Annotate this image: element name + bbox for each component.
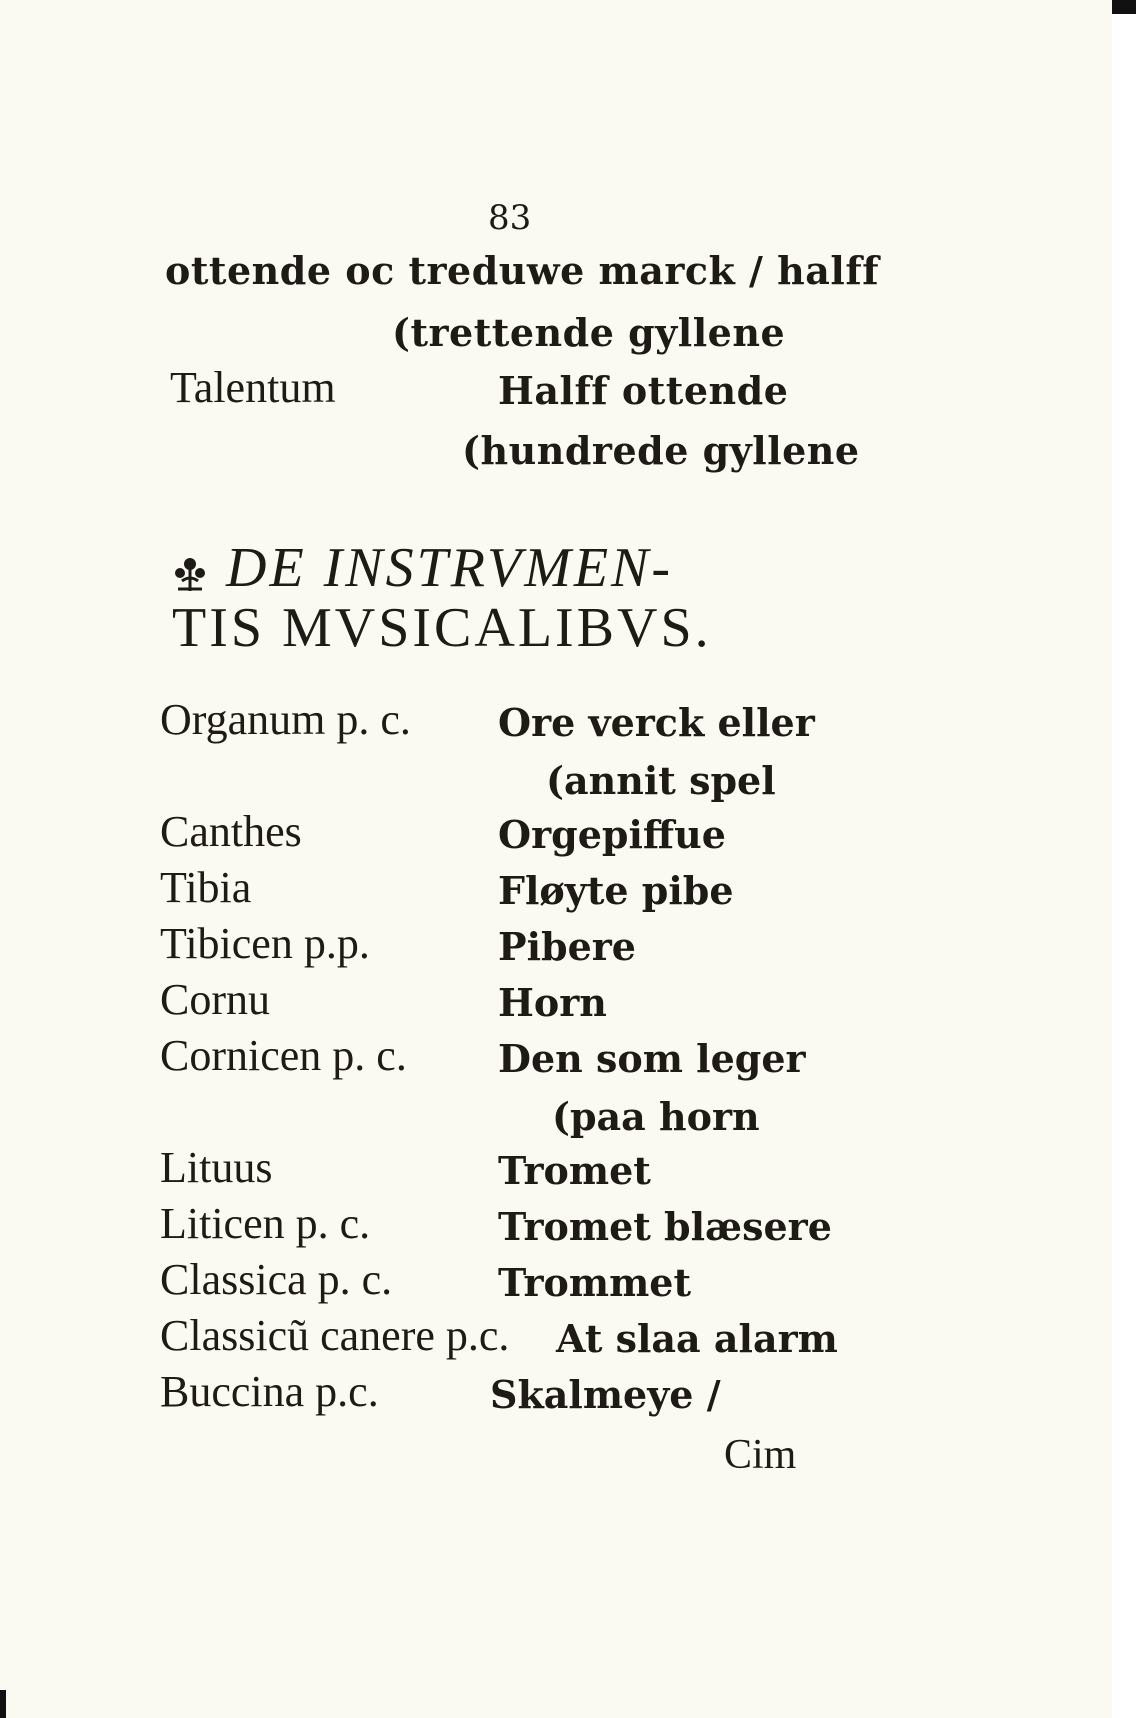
heading-text-1: DE INSTRVMEN- [226,537,674,599]
section-heading-line-2: TIS MVSICALIBVS. [172,597,712,659]
entry-danish-organum: Ore verck eller [498,700,815,745]
intro-line-1: ottende oc treduwe marck / halff [165,248,880,293]
entry-cont-organum: (annit spel [546,758,776,803]
entry-latin-lituus: Lituus [160,1143,273,1192]
scan-corner-mark [1112,0,1136,14]
scan-edge-mark [0,1690,6,1718]
entry-latin-tibicen: Tibicen p.p. [160,919,370,968]
catchword: Cim [724,1432,797,1478]
entry-cont-cornicen: (paa horn [552,1094,760,1139]
entry-danish-tibicen: Pibere [498,924,636,969]
entry-latin-buccina: Buccina p.c. [160,1367,379,1416]
section-heading-line-1 [168,537,674,599]
talentum-latin: Talentum [170,363,336,412]
talentum-danish: Halff ottende [498,368,789,413]
entry-danish-cornu: Horn [498,980,607,1025]
entry-danish-cornicen: Den som leger [498,1036,806,1081]
intro-line-4: (hundrede gyllene [462,428,860,473]
entry-latin-cornu: Cornu [160,975,270,1024]
entry-danish-buccina: Skalmeye / [490,1372,721,1417]
entry-latin-cornicen: Cornicen p. c. [160,1031,407,1080]
page-number: 83 [488,198,532,238]
entry-danish-lituus: Tromet [498,1148,651,1193]
entry-danish-liticen: Tromet blæsere [498,1204,832,1249]
entry-danish-classica: Trommet [498,1260,692,1305]
entry-latin-classicum-canere: Classicũ canere p.c. [160,1311,510,1360]
entry-latin-canthes: Canthes [160,807,302,856]
entry-danish-classicum-canere: At slaa alarm [556,1316,838,1361]
intro-line-2: (trettende gyllene [392,310,786,355]
entry-danish-canthes: Orgepiffue [498,812,726,857]
entry-latin-tibia: Tibia [160,863,252,912]
fleuron-icon [168,551,212,595]
entry-latin-organum: Organum p. c. [160,695,411,744]
entry-latin-classica: Classica p. c. [160,1255,393,1304]
entry-danish-tibia: Fløyte pibe [498,868,734,913]
entry-latin-liticen: Liticen p. c. [160,1199,371,1248]
